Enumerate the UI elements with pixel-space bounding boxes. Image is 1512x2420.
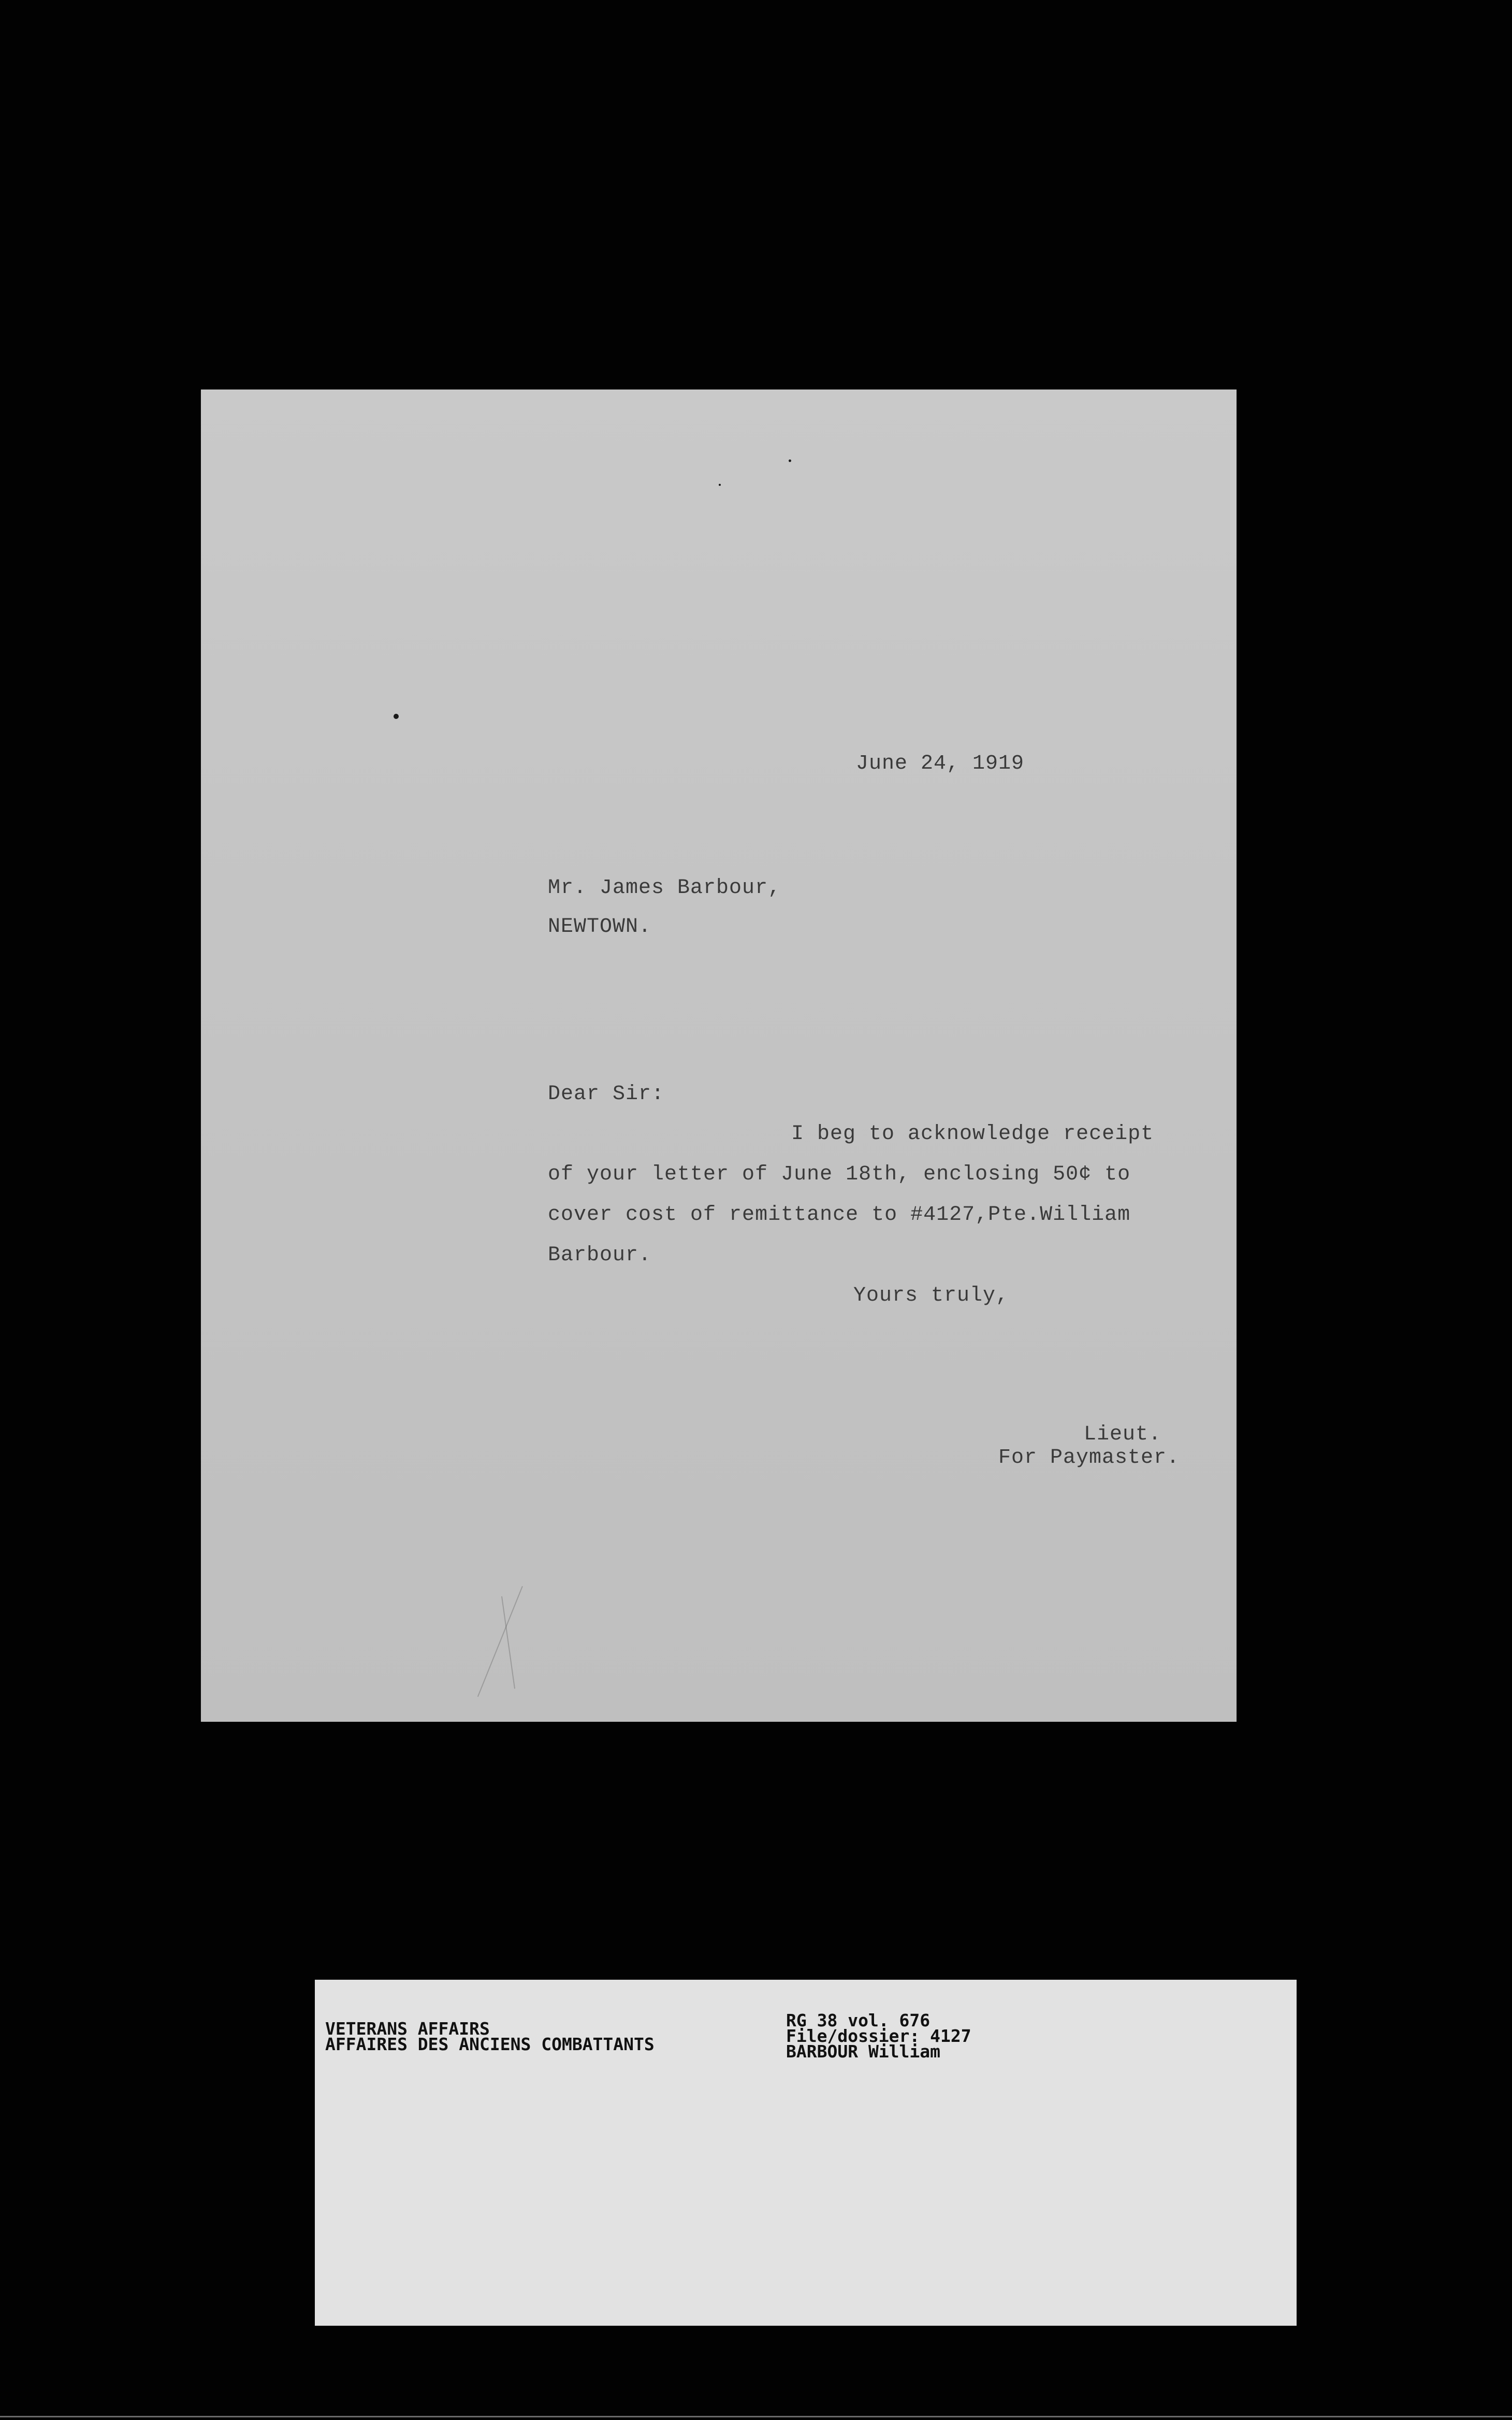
letter-page	[201, 390, 1237, 1722]
scan-edge-line	[0, 2416, 1512, 2417]
addressee-town: NEWTOWN.	[548, 915, 652, 939]
salutation: Dear Sir:	[548, 1083, 665, 1106]
body-line: of your letter of June 18th, enclosing 50¢ to	[548, 1163, 1131, 1186]
addressee-name: Mr. James Barbour,	[548, 876, 781, 900]
ink-speck	[789, 459, 791, 462]
body-line: I beg to acknowledge receipt	[791, 1122, 1154, 1146]
ink-speck	[394, 714, 399, 719]
body-line: Barbour.	[548, 1244, 652, 1267]
file-number: File/dossier: 4127	[786, 2026, 971, 2046]
file-subject: BARBOUR William	[786, 2041, 941, 2062]
archive-label-card	[315, 1980, 1297, 2326]
department-english: VETERANS AFFAIRS	[325, 2019, 490, 2039]
record-group: RG 38 vol. 676	[786, 2010, 931, 2030]
department-french: AFFAIRES DES ANCIENS COMBATTANTS	[325, 2034, 655, 2054]
ink-speck	[719, 484, 721, 486]
body-line: cover cost of remittance to #4127,Pte.William	[548, 1203, 1131, 1227]
paper-crease	[477, 1586, 523, 1697]
letter-date: June 24, 1919	[856, 752, 1025, 775]
signature-title: For Paymaster.	[998, 1446, 1180, 1470]
signature-rank: Lieut.	[1084, 1423, 1162, 1446]
closing: Yours truly,	[853, 1284, 1009, 1307]
